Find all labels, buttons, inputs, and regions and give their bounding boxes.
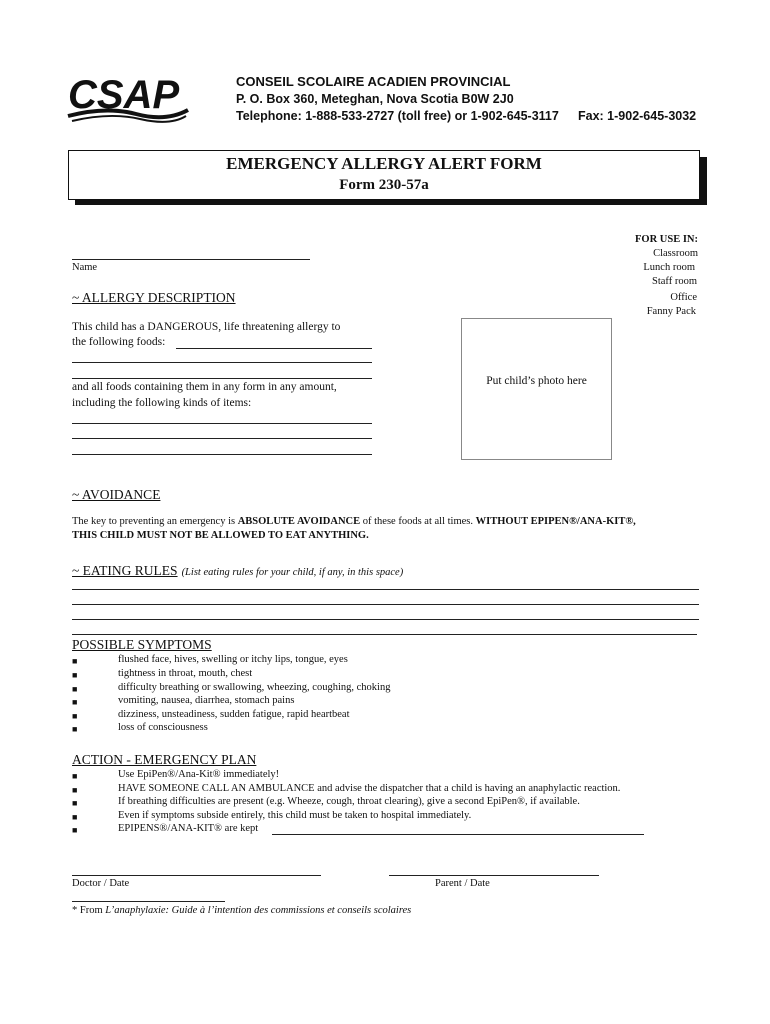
foods-field-line-2[interactable] — [72, 362, 372, 363]
photo-box[interactable] — [461, 318, 612, 460]
avoidance-heading: ~ AVOIDANCE — [72, 487, 161, 502]
footnote-prefix: * From — [72, 905, 106, 916]
csap-logo-graphic — [66, 72, 190, 124]
symptom-item: vomiting, nausea, diarrhea, stomach pains — [118, 695, 295, 706]
bullet-icon: ■ — [72, 798, 78, 808]
photo-label: Put child’s photo here — [486, 375, 587, 387]
form-number: Form 230-57a — [339, 177, 429, 193]
doctor-signature-line[interactable] — [72, 875, 321, 876]
symptom-item: dizziness, unsteadiness, sudden fatigue, rapid heartbeat — [118, 709, 350, 720]
use-in-classroom: Classroom — [653, 248, 698, 259]
org-fax: Fax: 1-902-645-3032 — [578, 109, 697, 123]
eating-rules-line-3[interactable] — [72, 619, 699, 620]
logo-text: CSAP — [68, 73, 180, 117]
use-in-staff-room: Staff room — [651, 276, 697, 287]
footnote — [72, 905, 411, 916]
use-in-heading: FOR USE IN: — [634, 234, 698, 245]
action-item: If breathing difficulties are present (e.g. Wheeze, cough, throat clearing), give a second EpiPen®, if available. — [118, 796, 580, 807]
bullet-icon: ■ — [72, 724, 78, 734]
bullet-icon: ■ — [72, 684, 78, 694]
action-item: HAVE SOMEONE CALL AN AMBULANCE and advise the dispatcher that a child is having an anaphylactic reaction. — [118, 783, 621, 794]
footnote-source: L’anaphylaxie: Guide à l’intention des commissions et conseils scolaires — [105, 905, 412, 916]
avoidance-text-mid: of these foods at all times. — [360, 516, 476, 527]
org-name: CONSEIL SCOLAIRE ACADIEN PROVINCIAL — [236, 74, 511, 89]
epipen-location-field-line[interactable] — [272, 834, 644, 835]
form-title: EMERGENCY ALLERGY ALERT FORM — [226, 154, 542, 173]
bullet-icon: ■ — [72, 697, 78, 707]
symptom-item: loss of consciousness — [118, 722, 208, 733]
bullet-icon: ■ — [72, 771, 78, 781]
foods-field-line-1[interactable] — [176, 348, 372, 349]
bullet-icon: ■ — [72, 825, 78, 835]
action-item: Use EpiPen®/Ana-Kit® immediately! — [118, 769, 280, 780]
allergy-line-1: This child has a DANGEROUS, life threatening allergy to — [72, 321, 341, 333]
eating-rules-line-2[interactable] — [72, 604, 699, 605]
org-address: P. O. Box 360, Meteghan, Nova Scotia B0W 2J0 — [236, 92, 514, 106]
use-in-lunch-room: Lunch room — [643, 262, 695, 273]
symptom-item: flushed face, hives, swelling or itchy lips, tongue, eyes — [118, 654, 348, 665]
items-field-line-2[interactable] — [72, 438, 372, 439]
parent-date-label: Parent / Date — [435, 878, 490, 889]
doctor-date-label: Doctor / Date — [72, 878, 130, 889]
avoidance-line-2: THIS CHILD MUST NOT BE ALLOWED TO EAT ANYTHING. — [72, 530, 369, 541]
eating-rules-heading: ~ EATING RULES — [72, 563, 178, 578]
allergy-line-3: and all foods containing them in any form in any amount, — [72, 381, 337, 393]
foods-field-line-3[interactable] — [72, 378, 372, 379]
symptom-item: tightness in throat, mouth, chest — [118, 668, 253, 679]
avoidance-text-pre: The key to preventing an emergency is — [72, 516, 238, 527]
bullet-icon: ■ — [72, 812, 78, 822]
eating-rules-line-4[interactable] — [72, 634, 697, 635]
items-field-line-1[interactable] — [72, 423, 372, 424]
avoidance-line-1 — [72, 516, 636, 527]
use-in-office: Office — [670, 292, 697, 303]
eating-rules-note: (List eating rules for your child, if any, in this space) — [181, 567, 404, 578]
bullet-icon: ■ — [72, 785, 78, 795]
name-label: Name — [72, 262, 98, 273]
symptoms-heading: POSSIBLE SYMPTOMS — [72, 637, 212, 652]
allergy-line-2: the following foods: — [72, 336, 166, 348]
footnote-rule — [72, 901, 225, 902]
csap-logo — [66, 72, 190, 124]
name-field-line[interactable] — [72, 259, 310, 260]
action-item: Even if symptoms subside entirely, this child must be taken to hospital immediately. — [118, 810, 472, 821]
avoidance-bold-2: WITHOUT EPIPEN®/ANA-KIT®, — [475, 516, 636, 527]
allergy-line-4: including the following kinds of items: — [72, 397, 252, 409]
allergy-heading: ~ ALLERGY DESCRIPTION — [72, 290, 236, 305]
parent-signature-line[interactable] — [389, 875, 599, 876]
bullet-icon: ■ — [72, 670, 78, 680]
use-in-fanny-pack: Fanny Pack — [646, 306, 696, 317]
avoidance-bold-1: ABSOLUTE AVOIDANCE — [237, 516, 361, 527]
action-heading: ACTION - EMERGENCY PLAN — [72, 752, 257, 767]
items-field-line-3[interactable] — [72, 454, 372, 455]
symptom-item: difficulty breathing or swallowing, wheezing, coughing, choking — [118, 682, 391, 693]
org-telephone: Telephone: 1-888-533-2727 (toll free) or 1-902-645-3117 — [236, 109, 559, 123]
action-item: EPIPENS®/ANA-KIT® are kept — [118, 823, 259, 834]
bullet-icon: ■ — [72, 711, 78, 721]
eating-rules-header — [72, 562, 403, 580]
eating-rules-line-1[interactable] — [72, 589, 699, 590]
bullet-icon: ■ — [72, 656, 78, 666]
